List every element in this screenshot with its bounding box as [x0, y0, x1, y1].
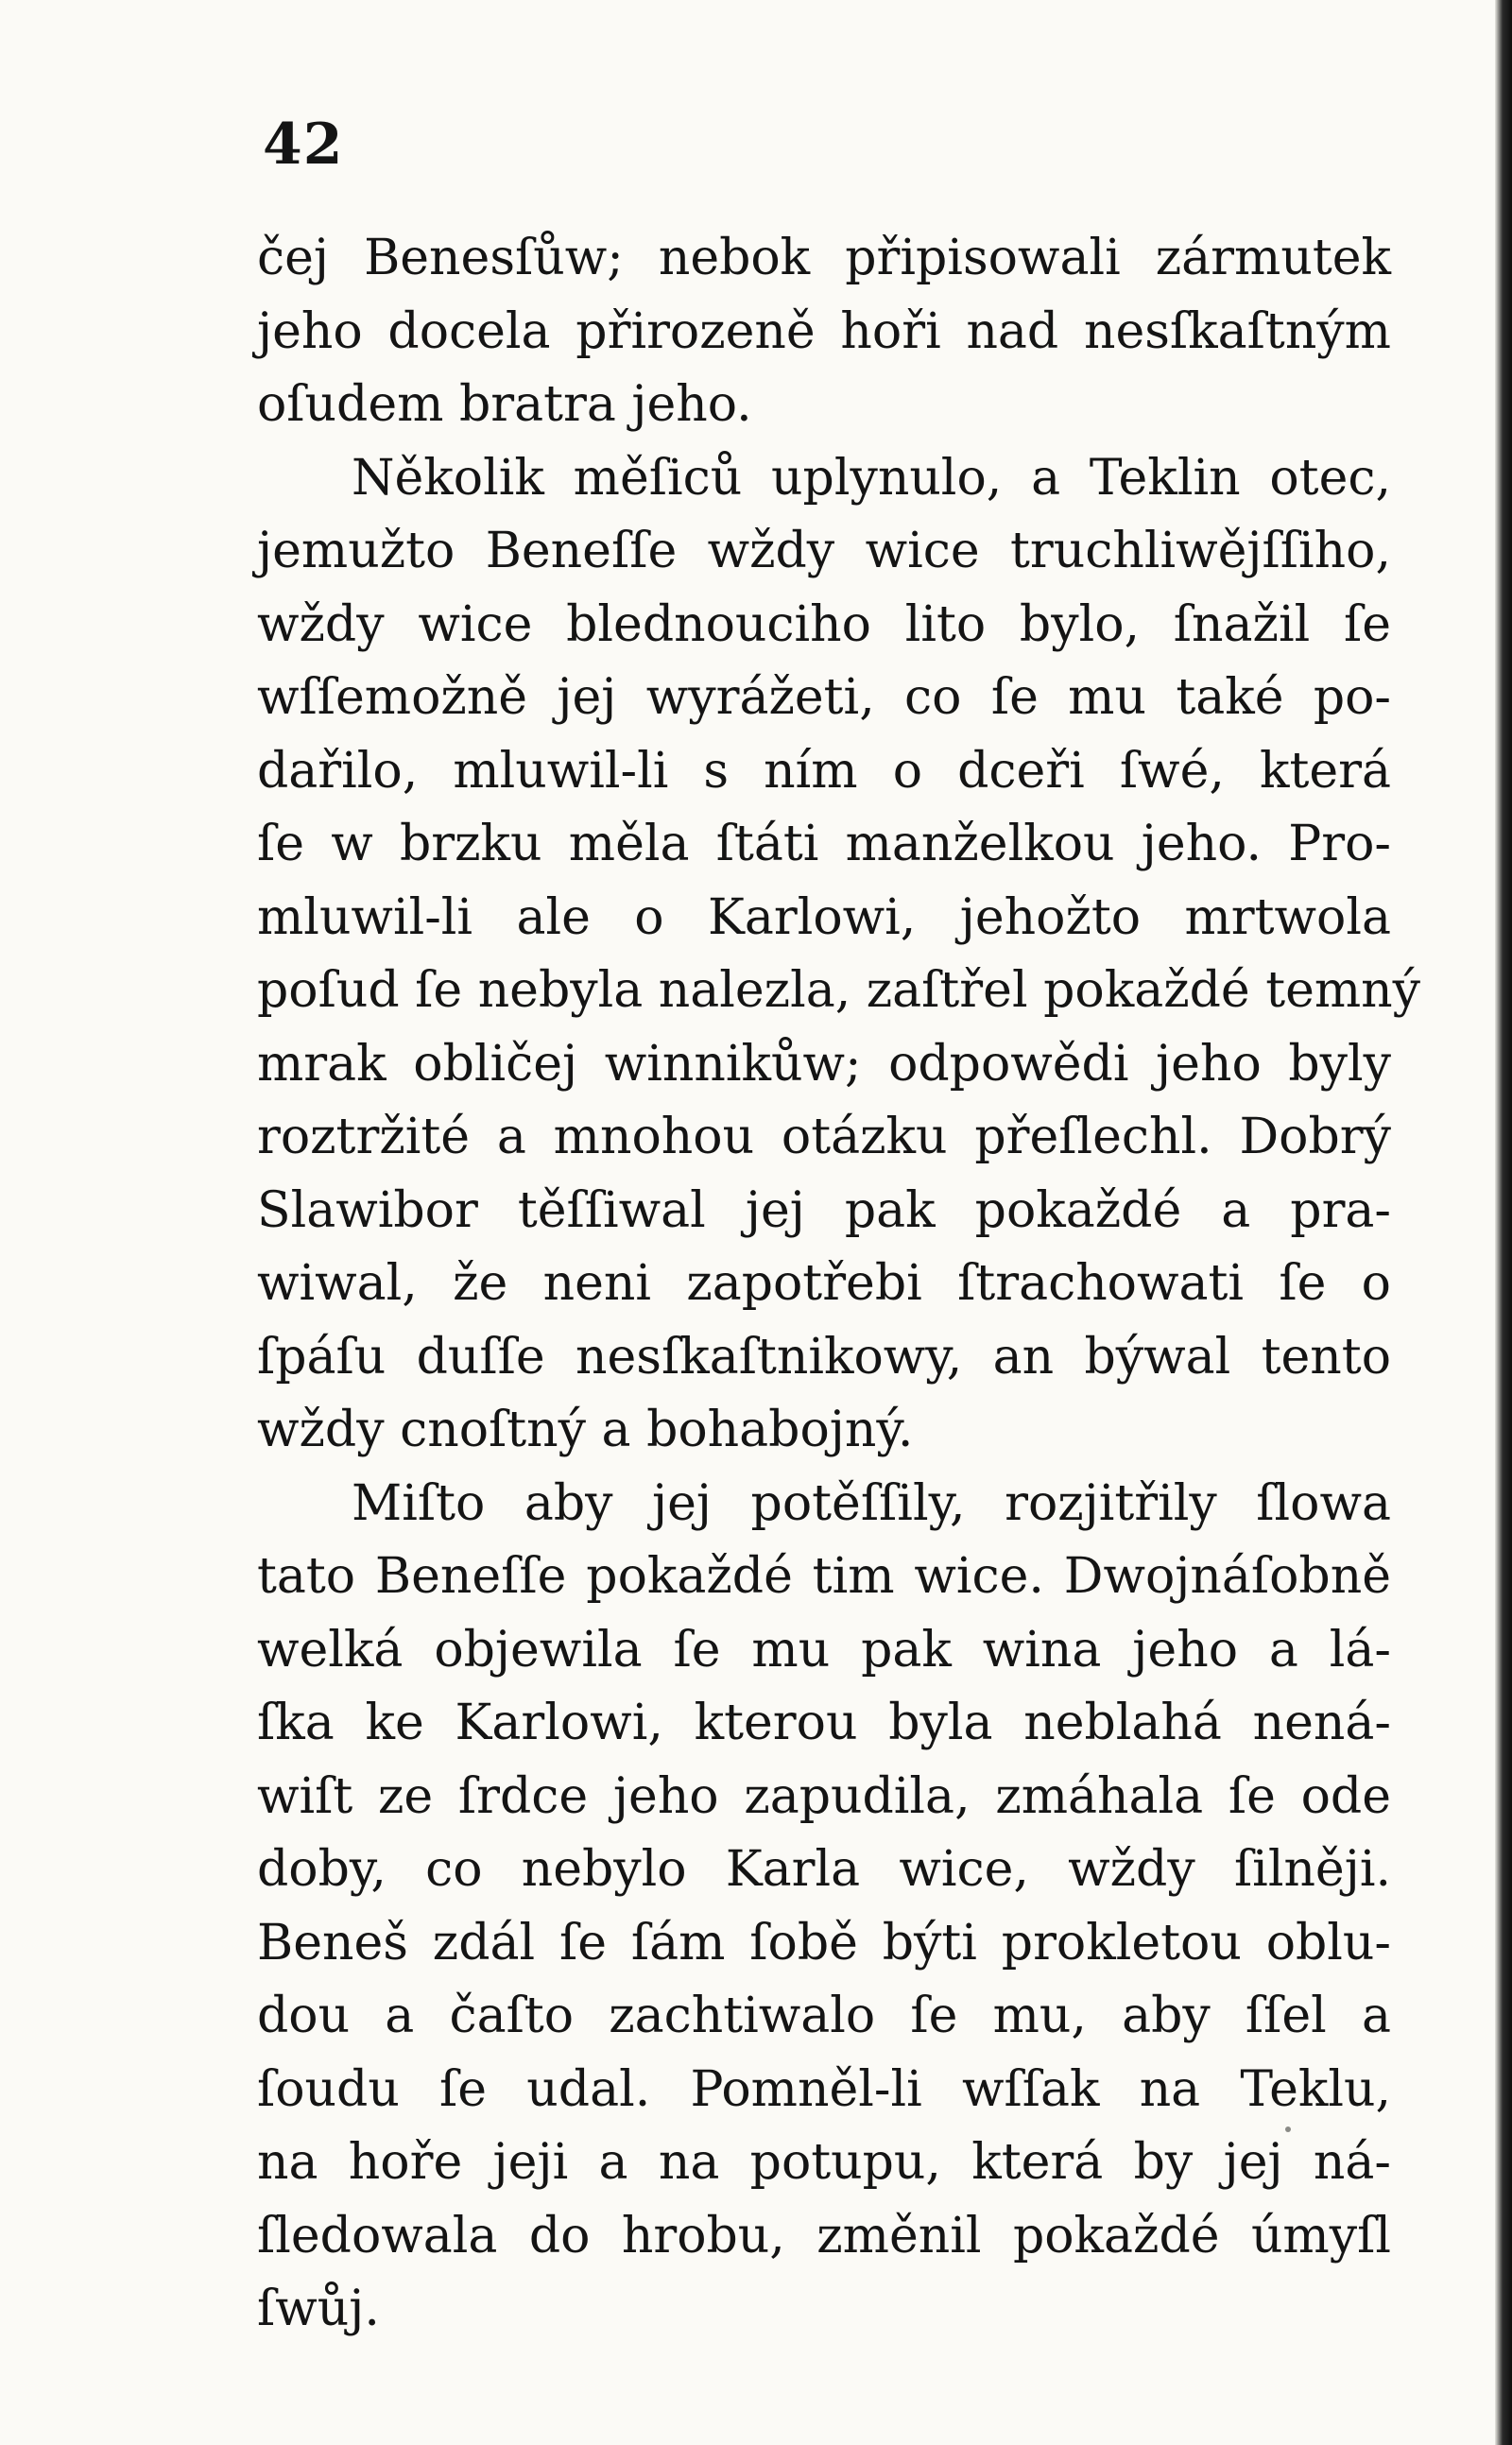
binding-edge [1495, 0, 1512, 2445]
text-line: jeho docela přirozeně hoři nad nesſkaſtným [257, 302, 1391, 360]
text-line: wiſt ze ſrdce jeho zapudila, zmáhala ſe ode [257, 1767, 1391, 1825]
text-line: ſledowala do hrobu, změnil pokaždé úmyſl [257, 2207, 1391, 2264]
page-number: 42 [263, 112, 344, 178]
text-line: welká objewila ſe mu pak wina jeho a lá- [257, 1621, 1391, 1679]
text-line: dařilo, mluwil-li s ním o dceři ſwé, která [257, 742, 1391, 800]
text-line: doby, co nebylo Karla wice, wždy ſilněji. [257, 1841, 1391, 1898]
text-line: wiwal, že neni zapotřebi ſtrachowati ſe o [257, 1255, 1391, 1312]
text-line: mluwil-li ale o Karlowi, jehožto mrtwola [257, 888, 1391, 946]
text-line: mrak obličej winnikůw; odpowědi jeho byly [257, 1035, 1391, 1093]
text-line: na hoře jeji a na potupu, která by jej ná- [257, 2134, 1391, 2191]
text-line: dou a čaſto zachtiwalo ſe mu, aby ſſel a [257, 1988, 1391, 2044]
text-line: poſud ſe nebyla nalezla, zaſtřel pokaždé temný [257, 962, 1421, 1019]
text-line: wſſemožně jej wyrážeti, co ſe mu také po- [257, 669, 1391, 726]
text-line: roztržité a mnohou otázku přeſlechl. Dobrý [257, 1109, 1391, 1165]
text-line: Miſto aby jej potěſſily, rozjitřily ſlowa [352, 1474, 1391, 1532]
text-line: Několik měſiců uplynulo, a Teklin otec, [352, 449, 1391, 507]
text-line: ſe w brzku měla ſtáti manželkou jeho. Pro- [257, 816, 1391, 872]
text-line: Slawibor těſſiwal jej pak pokaždé a pra- [257, 1181, 1391, 1239]
text-line: wždy wice blednouciho lito bylo, ſnažil ſe [257, 595, 1391, 653]
text-line: wždy cnoſtný a bohabojný. [257, 1402, 914, 1458]
text-line: ſka ke Karlowi, kterou byla neblahá nená- [257, 1695, 1391, 1751]
body-text [257, 222, 1421, 2347]
text-line: oſudem bratra jeho. [257, 376, 752, 433]
text-line: čej Benesſůw; nebok připisowali zármutek [257, 230, 1391, 286]
paper-speck [1285, 2126, 1291, 2132]
text-line: jemužto Beneſſe wždy wice truchliwějſſiho, [257, 523, 1391, 579]
text-line: ſwůj. [257, 2281, 380, 2337]
text-line: tato Beneſſe pokaždé tim wice. Dwojnáſobně [257, 1548, 1391, 1605]
text-line: ſoudu ſe udal. Pomněl-li wſſak na Teklu, [257, 2060, 1391, 2118]
text-line: Beneš zdál ſe ſám ſobě býti prokletou oblu- [257, 1914, 1391, 1971]
text-line: ſpáſu duſſe nesſkaſtnikowy, an býwal tento [257, 1328, 1391, 1386]
